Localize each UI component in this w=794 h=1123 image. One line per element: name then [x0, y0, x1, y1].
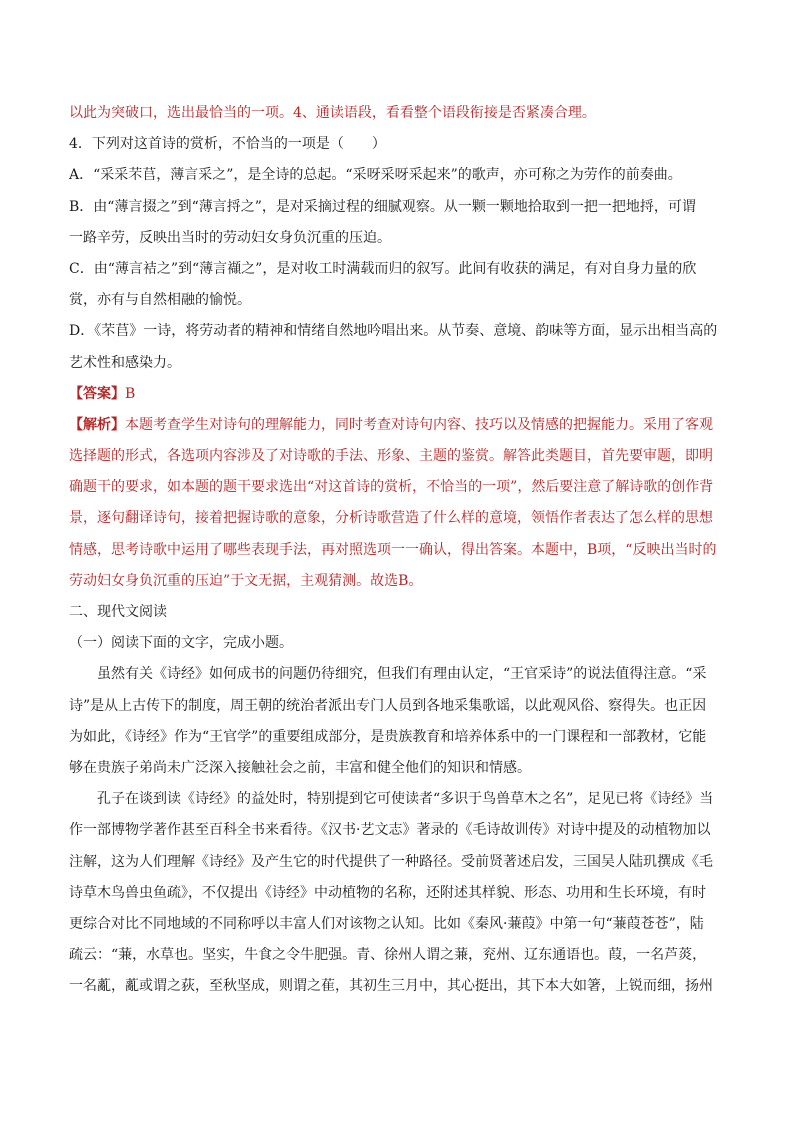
option-d: D．《芣苢》一诗，将劳动者的精神和情绪自然地吟唱出来。从节奏、意境、韵味等方面，显示出相当高的 — [69, 323, 718, 340]
passage-line: 为如此，《诗经》作为“王官学”的重要组成部分，是贵族教育和培养体系中的一门课程和一部教材，它能 — [69, 728, 707, 745]
passage-line: 虽然有关《诗经》如何成书的问题仍待细究，但我们有理由认定，“王官采诗”的说法值得注意。“采 — [97, 666, 707, 683]
option-a: A．“采采芣苢，薄言采之”，是全诗的总起。“采呀采呀采起来”的歌声，亦可称之为劳作的前奏曲。 — [69, 167, 682, 184]
answer-line — [69, 379, 729, 410]
option-c-continued: 赏，亦有与自然相融的愉悦。 — [69, 292, 251, 309]
section-heading: 二、现代文阅读 — [69, 604, 167, 620]
answer-value: B — [125, 385, 136, 402]
passage-line: 注解，这为人们理解《诗经》及产生它的时代提供了一种路径。受前贤著述启发，三国吴人陆玑撰成《毛 — [69, 853, 713, 870]
passage-line: 更综合对比不同地域的不同称呼以丰富人们对该物之认知。比如《秦风·蒹葭》中第一句“蒹葭苍苍”，陆 — [69, 915, 704, 932]
option-d-continued: 艺术性和感染力。 — [69, 354, 181, 371]
analysis-line: 情感，思考诗歌中运用了哪些表现手法，再对照选项一一确认，得出答案。本题中，B项，“反映出当时的 — [69, 541, 717, 558]
passage-line: 一名薍，薍或谓之荻，至秋坚成，则谓之萑，其初生三月中，其心挺出，其下本大如箸，上锐而细，扬州 — [69, 978, 713, 995]
passage-line: 疏云：“蒹，水草也。坚实，牛食之令牛肥强。青、徐州人谓之蒹，兖州、辽东通语也。葭，一名芦菼， — [69, 947, 707, 964]
passage-line: 诗草木鸟兽虫鱼疏》，不仅提出《诗经》中动植物的名称，还附述其样貌、形态、功用和生长环境，有时 — [69, 884, 706, 901]
document-body — [69, 98, 729, 1002]
analysis-line: 劳动妇女身负沉重的压迫”于文无据，主观猜测。故选B。 — [69, 572, 423, 589]
answer-tag: 【答案】 — [69, 385, 125, 402]
analysis-line: 景，逐句翻译诗句，接着把握诗歌的意象，分析诗歌营造了什么样的意境，领悟作者表达了怎么样的思想 — [69, 510, 713, 527]
passage-line: 够在贵族子弟尚未广泛深入接触社会之前，丰富和健全他们的知识和情感。 — [69, 759, 531, 776]
text-line: 以此为突破口，选出最恰当的一项。4、通读语段，看看整个语段衔接是否紧凑合理。 — [69, 105, 596, 121]
passage-line: 孔子在谈到读《诗经》的益处时，特别提到它可使读者“多识于鸟兽草木之名”，足见已将《诗经》当 — [97, 791, 714, 808]
option-b-continued: 一路辛劳，反映出当时的劳动妇女身负沉重的压迫。 — [69, 229, 391, 246]
passage-line: 诗”是从上古传下的制度，周王朝的统治者派出专门人员到各地采集歌谣，以此观风俗、察得失。也正因 — [69, 697, 707, 714]
subsection-heading: （一）阅读下面的文字，完成小题。 — [69, 635, 293, 652]
question-stem: 4．下列对这首诗的赏析，不恰当的一项是（ ） — [69, 136, 386, 153]
option-c: C．由“薄言袺之”到“薄言襭之”，是对收工时满载而归的叙写。此间有收获的满足，有对自身力量的欣 — [69, 260, 697, 277]
option-b: B．由“薄言掇之”到“薄言捋之”，是对采摘过程的细腻观察。从一颗一颗地拾取到一把一把地捋，可谓 — [69, 198, 696, 215]
passage-line: 作一部博物学著作甚至百科全书来看待。《汉书·艺文志》著录的《毛诗故训传》对诗中提及的动植物加以 — [69, 822, 711, 839]
analysis-line: 选择题的形式，各选项内容涉及了对诗歌的手法、形象、主题的鉴赏。解答此类题目，首先要审题，即明 — [69, 448, 713, 465]
analysis-line: 确题干的要求，如本题的题干要求选出“对这首诗的赏析，不恰当的一项”，然后要注意了解诗歌的创作背 — [69, 479, 714, 496]
analysis-line — [69, 410, 729, 441]
analysis-text: 本题考查学生对诗句的理解能力，同时考查对诗句内容、技巧以及情感的把握能力。采用了客观 — [125, 416, 713, 433]
analysis-tag: 【解析】 — [69, 416, 125, 433]
